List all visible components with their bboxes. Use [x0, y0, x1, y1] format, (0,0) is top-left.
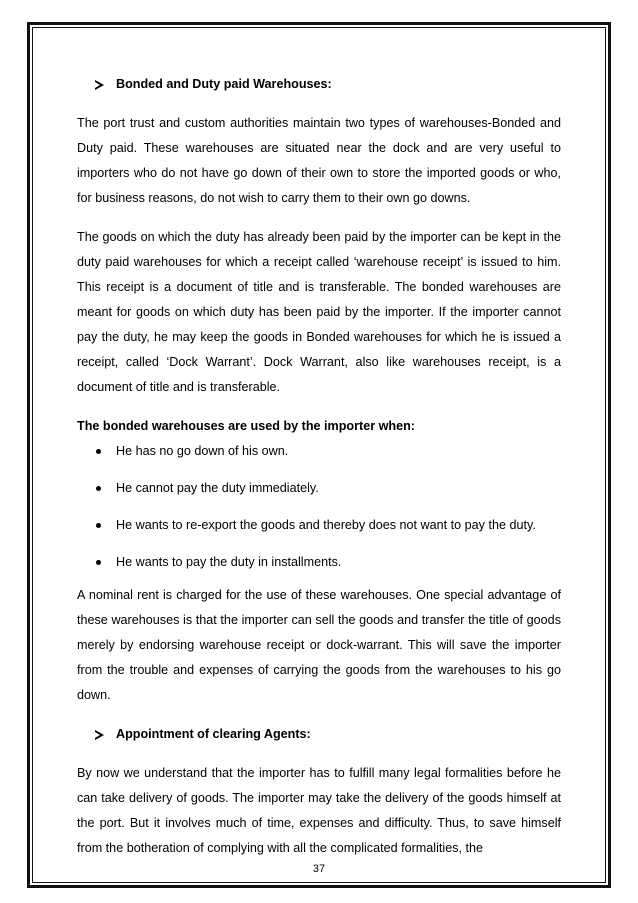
- bullet-dot-icon: [96, 523, 101, 528]
- arrow-bullet-icon: [95, 80, 104, 90]
- list-heading: The bonded warehouses are used by the importer when:: [77, 419, 415, 433]
- section-heading-text: Bonded and Duty paid Warehouses:: [116, 77, 332, 91]
- bullet-dot-icon: [96, 449, 101, 454]
- list-item-text: He wants to re-export the goods and thereby does not want to pay the duty.: [116, 518, 536, 532]
- paragraph-clearing-agents: By now we understand that the importer has to fulfill many legal formalities before he can take delivery of goods. The importer may take the delivery of the goods himself at the port. But it involves much of time, expenses and difficulty. Thus, to save himself from the botheration of complying with all the complicated formalities, the: [77, 766, 561, 855]
- list-item-text: He cannot pay the duty immediately.: [116, 481, 319, 495]
- list-item: [96, 439, 561, 464]
- bullet-dot-icon: [96, 560, 101, 565]
- list-item-text: He has no go down of his own.: [116, 444, 289, 458]
- arrow-bullet-icon: [95, 730, 104, 740]
- paragraph-duty-paid-warehouses: The goods on which the duty has already been paid by the importer can be kept in the duty paid warehouses for which a receipt called ‘warehouse receipt’ is issued to him. This receipt is a document of title and is transferable. The bonded warehouses are meant for goods on which duty has been paid by the importer. If the importer cannot pay the duty, he may keep the goods in Bonded warehouses for which he is issued a receipt, called ‘Dock Warrant’. Dock Warrant, also like warehouses receipt, is a document of title and is transferable.: [77, 230, 561, 394]
- list-item: [96, 513, 561, 538]
- list-item-text: He wants to pay the duty in installments.: [116, 555, 342, 569]
- list-item: [96, 476, 561, 501]
- page-number: 37: [312, 863, 326, 875]
- bullet-dot-icon: [96, 486, 101, 491]
- paragraph-nominal-rent: A nominal rent is charged for the use of these warehouses. One special advantage of these warehouses is that the importer can sell the goods and transfer the title of goods merely by endorsing warehouse receipt or dock-warrant. This will save the importer from the trouble and expenses of carrying the goods from the warehouses to his go down.: [77, 588, 561, 702]
- paragraph-warehouse-types: The port trust and custom authorities maintain two types of warehouses-Bonded and Duty paid. These warehouses are situated near the dock and are very useful to importers who do not have go down of their own to store the imported goods or who, for business reasons, do not wish to carry them to their own go downs.: [77, 116, 561, 205]
- page-content: [77, 72, 561, 861]
- section-heading-clearing-agents: [95, 722, 561, 747]
- section-heading-text: Appointment of clearing Agents:: [116, 727, 311, 741]
- bullet-list: [77, 439, 561, 575]
- section-heading-bonded-warehouses: [95, 72, 561, 97]
- list-item: [96, 550, 561, 575]
